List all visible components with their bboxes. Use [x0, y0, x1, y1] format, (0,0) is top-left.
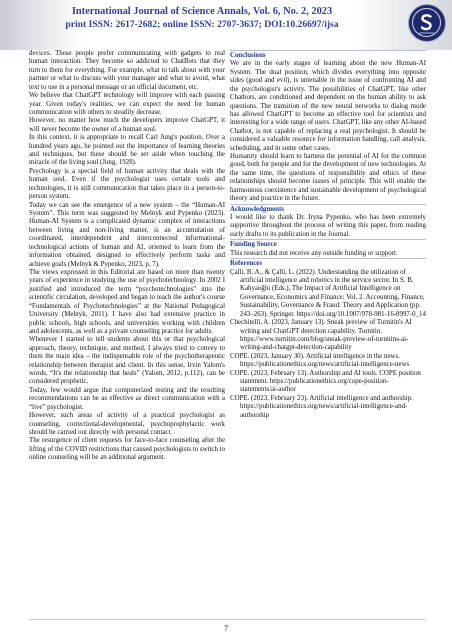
reference-item: COPE. (2023, February 23). Artificial intelligence and authorship. https://publicationethics.org/news/artificial-intelligence-and-authorship: [230, 394, 413, 419]
funding-text: This research did not receive any outside funding or support.: [230, 249, 398, 257]
paragraph: Humanity should learn to harness the potential of AI for the common good, both for people and for the development of new technologies. At the same time, the questions of responsibility and ethics of these relationships should become issues of principle. This will enable the harmonious coexistence and sustainable development of psychological theory and practice in the future.: [230, 153, 426, 203]
paragraph: The views expressed in this Editorial are based on more than twenty years of experience in studying the use of psychotechnology. In 2002 I justified and introduced the term “psychotechnologies” into the scientific circulation, developed and began to teach the author's course “Fundamentals of Psychotechnologies” at the National Pedagogical University (Melnyk, 2011). I have also had extensive practice in public schools, high schools, and universities working with children and adolescents, as well as a private counseling practice for adults.: [29, 268, 225, 335]
journal-title: International Journal of Science Annals, Vol. 6, No. 2, 2023: [71, 6, 333, 17]
references-heading: References: [230, 258, 426, 268]
paragraph: In this context, it is appropriate to recall Carl Jung's position. Over a hundred years ago, he pointed out the importance of learning theories and techniques, but these should be set aside when touching the miracle of the living soul (Jung, 1928).: [29, 134, 225, 167]
funding-heading: Funding Source: [230, 239, 426, 249]
reference-item: Chechitelli, A. (2023, January 13). Sneak preview of Turnitin's AI writing and ChatGPT detection capability. Turnitin. https://www.turnitin.com/blog/sneak-preview-of-turnitins-ai-writing-and-chatgpt-detection-capability: [230, 319, 412, 352]
reference-item: COPE. (2023, January 30). Artificial intelligence in the news. https://publicationethics.org/news/artificial-intelligence-news: [230, 352, 410, 369]
reference-item: Çalli, B. A., & Çalli, L. (2022). Understanding the utilization of artificial intelligence and robotics in the service sector. In S. B. Kahyaoğlu (Eds.), The Impact of Artificial Intelligence on Governance, Economics and Finance: Vol. 2. Accounting, Finance, Sustainability, Governance & Fraud: Theory and Application (pp. 243–263). Springer. https://doi.org/10.1007/978-981-16-8997-0_14: [230, 268, 426, 318]
left-column: [29, 50, 225, 463]
right-column: [230, 50, 426, 420]
journal-logo-icon: [408, 4, 446, 42]
journal-issn-doi: print ISSN: 2617-2682; online ISSN: 2707-3637; DOI:10.26697/ijsa: [65, 19, 339, 30]
paragraph: Today we can see the emergence of a new system – the “Human-AI System”. This term was suggested by Melnyk and Pypenko (2023). Human-AI System is a complicated dynamic complex of interactions between living and non-living matter, is an accumulation of coordinated, interdependent and interconnected informational-technological actions of human and AI, oriented to learn from the information obtained, designed to effectively perform tasks and achieve goals (Melnyk & Pypenko, 2023, p. 7).: [29, 201, 225, 268]
acknowledgments-heading: Acknowledgments: [230, 204, 426, 214]
paragraph: However, such areas of activity of a practical psychologist as counseling, correctional-developmental, psychoprophylactic work should be carried out directly with personal contact.: [29, 412, 225, 436]
paragraph: We believe that ChatGPT technology will improve with each passing year. Given today's realities, we can expect the need for human communication with others to steadily decrease.: [29, 92, 225, 116]
page-number: 7: [224, 624, 228, 633]
paragraph: devices. These people prefer communicating with gadgets to real human interaction. They become so addicted to ChatBots that they turn to them for everything. For example, what to talk about with your partner or what to discuss with your manager and what to avoid, what text to use in a personal message or an official document, etc.: [29, 50, 225, 91]
paragraph: Psychology is a special field of human activity that deals with the human soul. Even if the psychologist uses certain tools and technologies, it is still communication that takes place in a person-to-person system.: [29, 167, 225, 201]
paragraph: Today, few would argue that computerized testing and the resulting recommendations can be as effective as direct communication with a “live” psychologist.: [29, 386, 225, 411]
paragraph: We are in the early stages of learning about the new Human-AI System. The dual position, which divides everything into opposite sides (good and evil), is untenable in the issue of confronting AI and the psychologist's activity. The possibilities of ChatGPT, like other Chatbots, are conditioned and dependent on the human ability to ask questions. The transition of the new neural networks to dialog mode has allowed ChatGPT to become an effective tool for scientists and interesting for a wide range of users. ChatGPT, like any other AI-based Chatbot, is not capable of replacing a real psychologist. It should be considered a valuable resource for information handling, call analysis, scheduling, and in some other cases.: [230, 60, 427, 152]
reference-item: COPE. (2023, February 13). Authorship and AI tools. COPE position statement. https://publicationethics.org/cope-position-statements/ai-author: [230, 369, 421, 394]
journal-header: [0, 0, 452, 50]
footer-divider: [29, 619, 426, 620]
paragraph: The resurgence of client requests for face-to-face counseling after the lifting of the COVID restrictions that caused psychologists to switch to online counseling will be an additional argument.: [29, 437, 225, 462]
paragraph: Whenever I started to tell students about this or that psychological approach, theory, technique, and method, I always tried to convey to them the main idea – the indispensable role of the psychotherapeutic relationship between therapist and client. In this sense, Irvin Yalom's words, “It's the relationship that heals” (Yalom, 2012, p.112), can be considered prophetic.: [29, 336, 225, 386]
acknowledgments-text: I would like to thank Dr. Iryna Pypenko, who has been extremely supportive throughout the process of writing this paper, from reading early drafts to its publication in the Journal.: [230, 214, 426, 238]
paragraph: However, no matter how much the developers improve ChatGPT, it will never become the owner of a human soul.: [29, 117, 225, 133]
conclusions-heading: Conclusions: [230, 50, 426, 60]
